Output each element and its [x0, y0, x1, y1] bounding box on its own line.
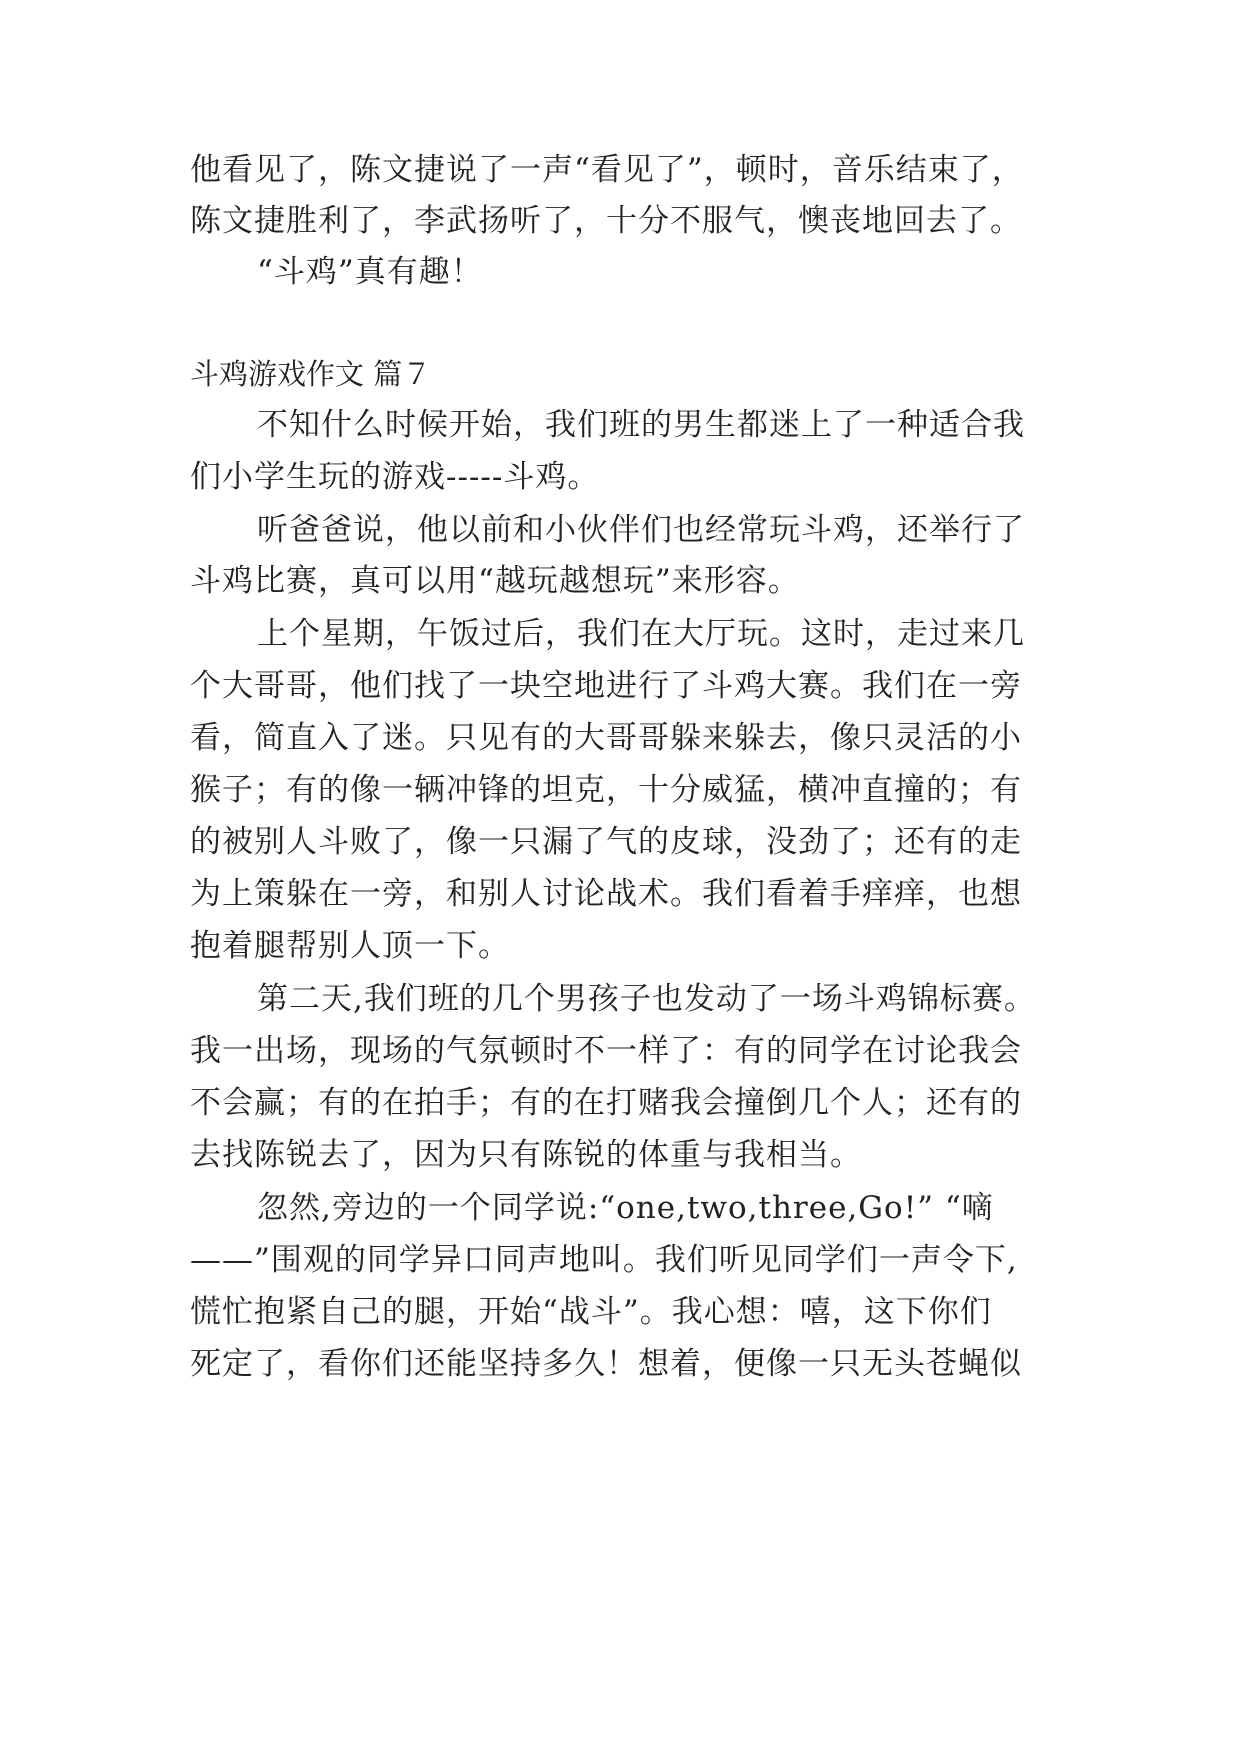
text-line: 的被别人斗败了，像一只漏了气的皮球，没劲了；还有的走 — [190, 824, 1022, 860]
text-line: 为上策躲在一旁，和别人讨论战术。我们看着手痒痒，也想 — [190, 876, 1022, 912]
text-line: “斗鸡”真有趣！ — [257, 254, 483, 290]
text-line: 上个星期，午饭过后，我们在大厅玩。这时，走过来几 — [257, 616, 1025, 652]
text-line: 们小学生玩的游戏-----斗鸡。 — [190, 459, 600, 495]
text-line: 个大哥哥，他们找了一块空地进行了斗鸡大赛。我们在一旁 — [190, 668, 1022, 704]
text-line: ——”围观的同学异口同声地叫。我们听见同学们一声令下, — [190, 1242, 1018, 1278]
text-line: 慌忙抱紧自己的腿，开始“战斗”。我心想：嘻，这下你们 — [190, 1294, 992, 1330]
text-line: 不知什么时候开始，我们班的男生都迷上了一种适合我 — [257, 407, 1025, 443]
text-line: 去找陈锐去了，因为只有陈锐的体重与我相当。 — [190, 1137, 862, 1173]
text-line: 抱着腿帮别人顶一下。 — [190, 928, 510, 964]
text-line: 斗鸡比赛，真可以用“越玩越想玩”来形容。 — [190, 563, 800, 599]
text-line: 死定了，看你们还能坚持多久！想着，便像一只无头苍蝇似 — [190, 1346, 1022, 1382]
text-line: 我一出场，现场的气氛顿时不一样了：有的同学在讨论我会 — [190, 1033, 1022, 1069]
text-line: 陈文捷胜利了，李武扬听了，十分不服气，懊丧地回去了。 — [190, 203, 1022, 239]
text-line: 看，简直入了迷。只见有的大哥哥躲来躲去，像只灵活的小 — [190, 720, 1022, 756]
text-line: 他看见了，陈文捷说了一声“看见了”，顿时，音乐结束了， — [190, 152, 1024, 188]
text-line: 不会赢；有的在拍手；有的在打赌我会撞倒几个人；还有的 — [190, 1085, 1022, 1121]
text-line: 猴子；有的像一辆冲锋的坦克，十分威猛，横冲直撞的；有 — [190, 772, 1022, 808]
text-line: 第二天,我们班的几个男孩子也发动了一场斗鸡锦标赛。 — [257, 981, 1036, 1017]
text-line: 忽然,旁边的一个同学说:“one,two,three,Go!” “嘀 — [257, 1190, 994, 1226]
text-line: 听爸爸说，他以前和小伙伴们也经常玩斗鸡，还举行了 — [257, 512, 1025, 548]
section-title: 斗鸡游戏作文 篇７ — [190, 357, 432, 391]
